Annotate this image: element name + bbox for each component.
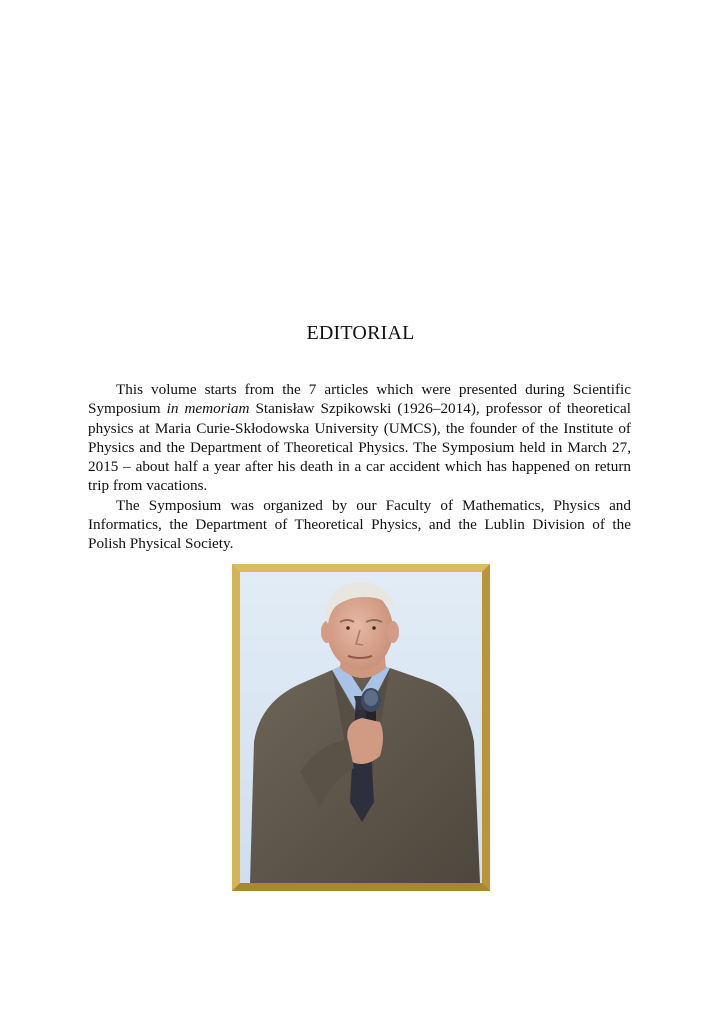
editorial-paragraph-1 (88, 380, 631, 496)
paragraph-1-text-end: Stanisław Szpikowski (1926–2014), professor of theoretical physics at Maria Curie-Skłodowska University (UMCS), the founder of the Institute of Physics and the Department of Theoretical Physics. The Symposium held in March 27, 2015 – about half a year after his death in a car accident which has happened on return trip from vacations. (88, 400, 631, 495)
paragraph-1-italic-phrase: in memoriam (166, 400, 250, 418)
editorial-paragraph-2: The Symposium was organized by our Faculty of Mathematics, Physics and Informatics, the Department of Theoretical Physics, and the Lublin Division of the Polish Physical Society. (88, 496, 631, 553)
portrait-photo (240, 572, 482, 883)
editorial-title: EDITORIAL (306, 322, 415, 344)
paragraph-1-text-start: This volume starts from the 7 articles which were presented during Scientific Symposium (88, 381, 631, 418)
editorial-body (88, 380, 631, 554)
portrait-photo-frame (232, 564, 490, 891)
